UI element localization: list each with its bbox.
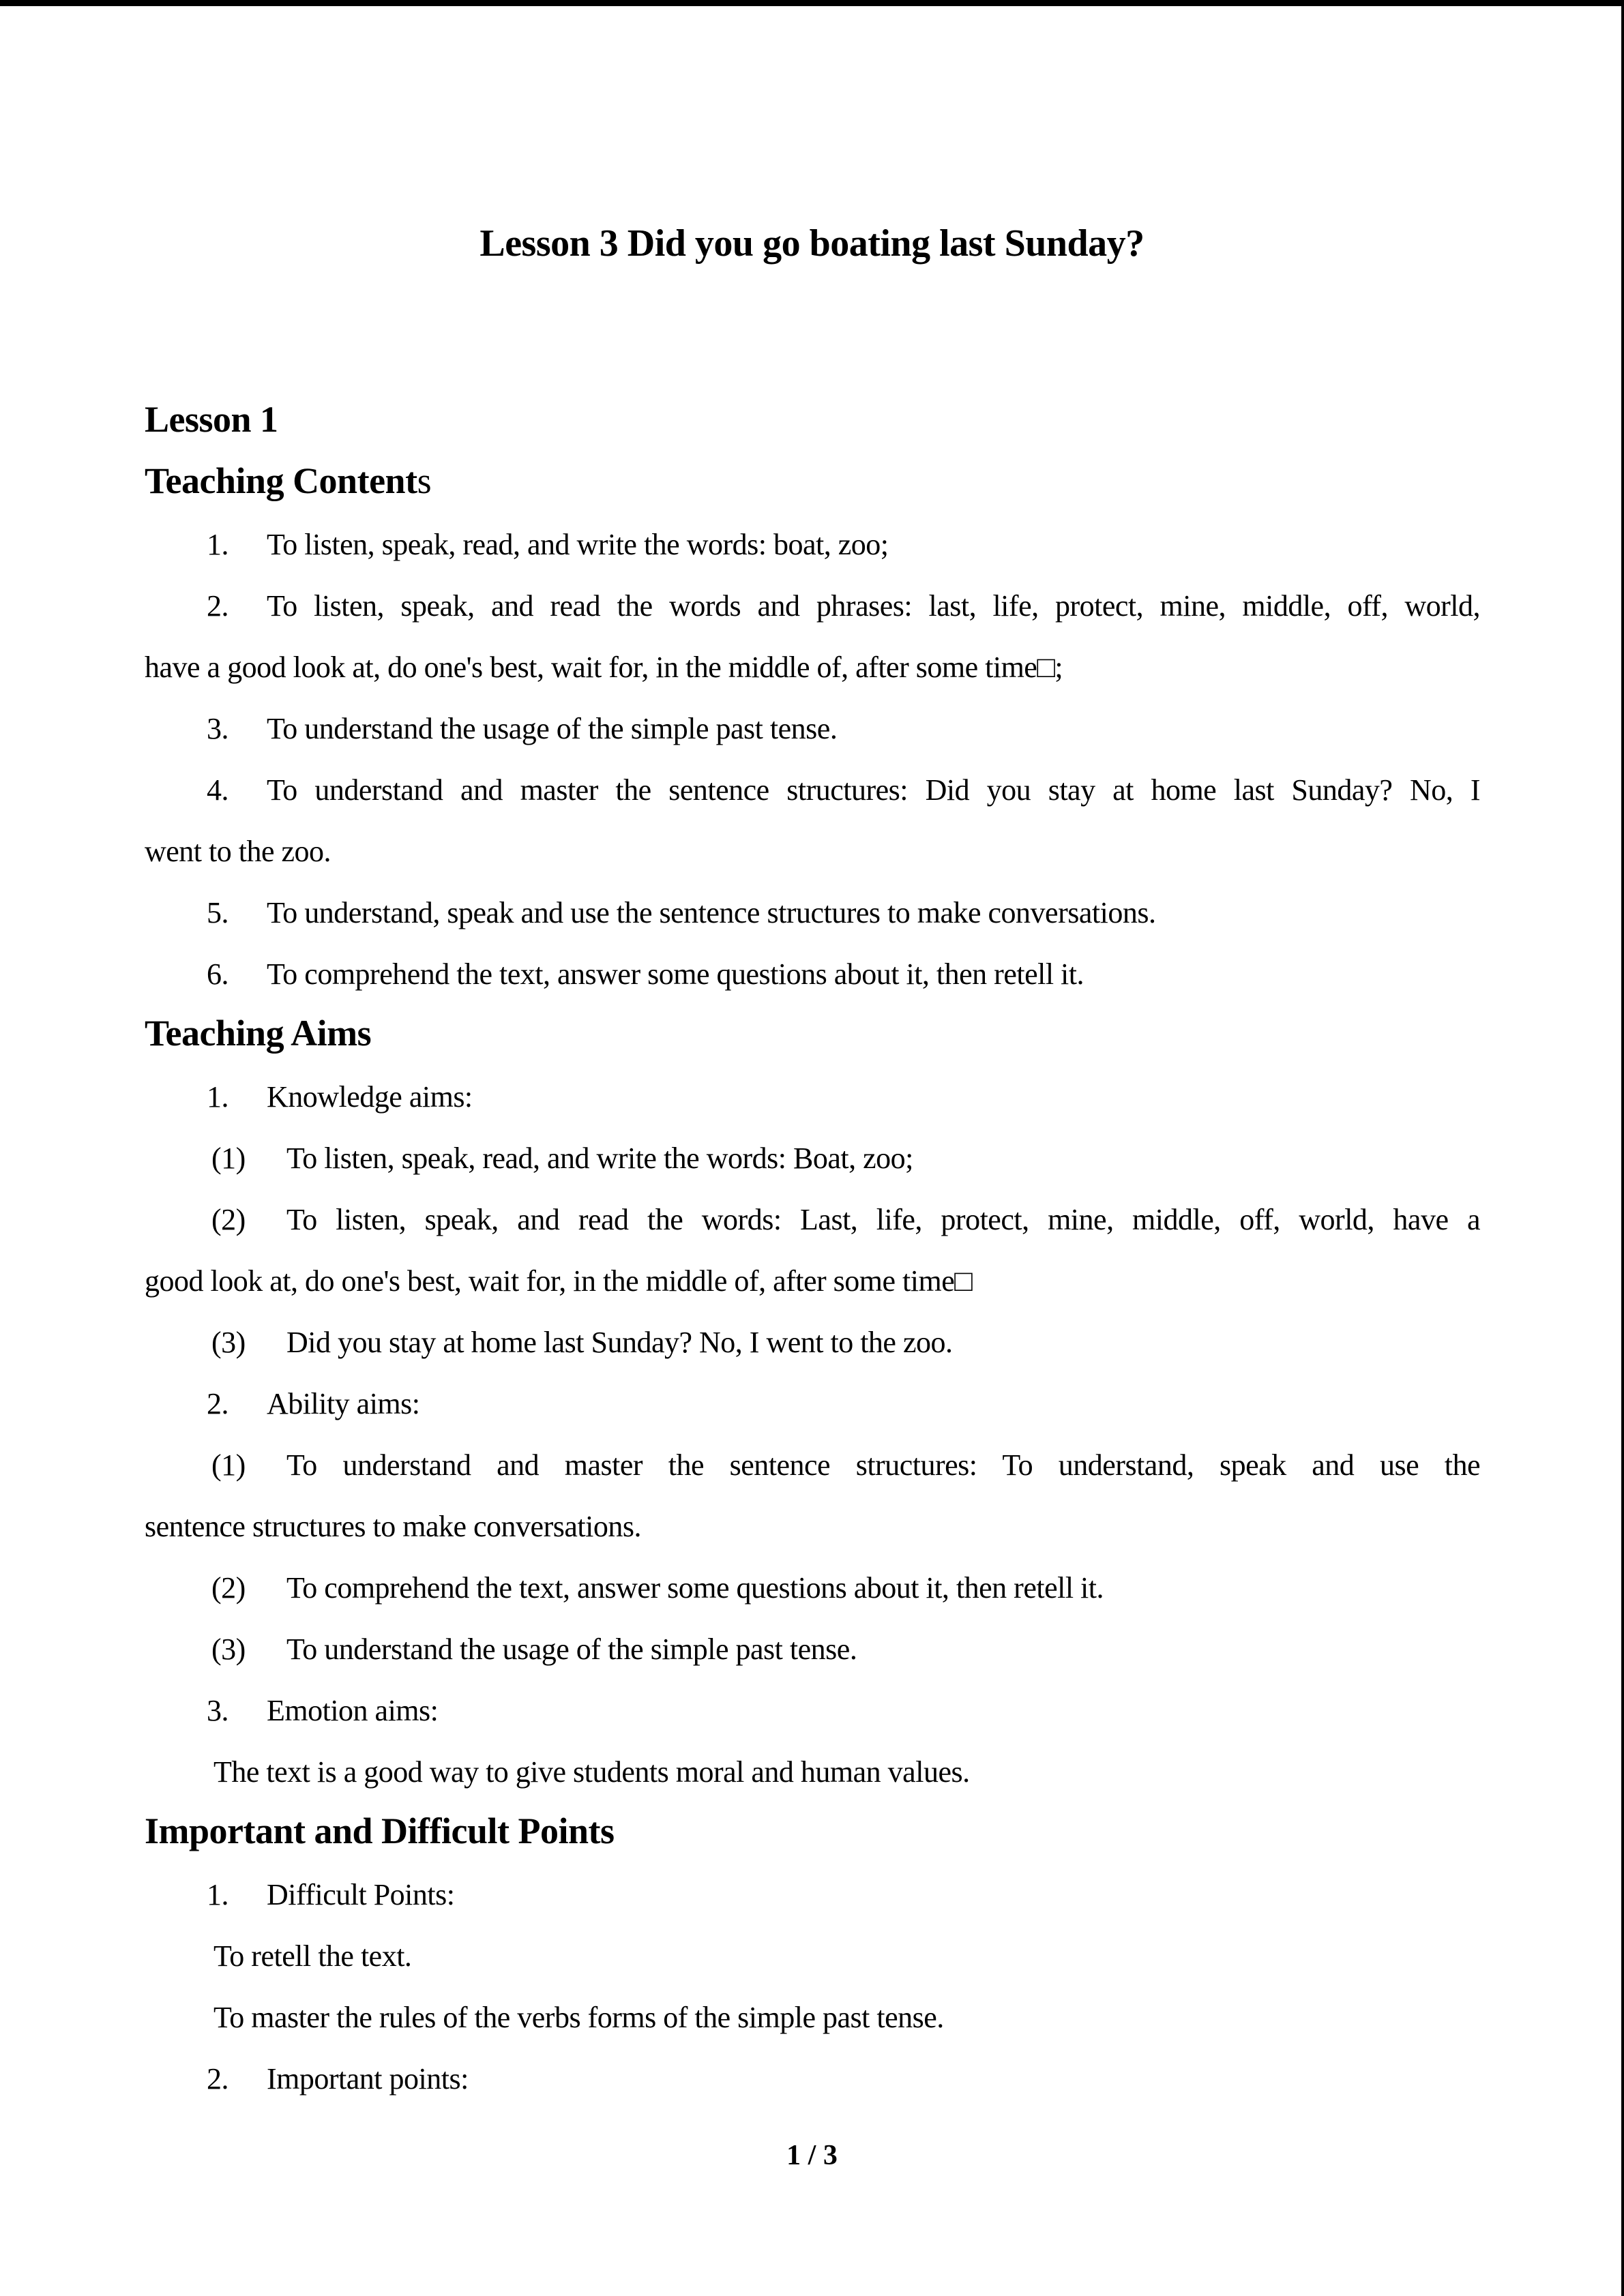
ability-aim-3-number: (3) [211, 1632, 246, 1666]
knowledge-aim-1-text: To listen, speak, read, and write the words: Boat, zoo; [286, 1142, 913, 1175]
aims-knowledge-text: Knowledge aims: [267, 1080, 473, 1114]
page-right-border [1621, 0, 1624, 2296]
contents-item-2-number: 2. [207, 589, 228, 623]
knowledge-aim-3 [211, 1325, 952, 1360]
contents-item-6-number: 6. [207, 957, 228, 991]
contents-item-6 [207, 957, 1084, 992]
important-points-text: Important points: [267, 2062, 469, 2096]
knowledge-aim-3-number: (3) [211, 1326, 246, 1359]
knowledge-aim-1 [211, 1141, 913, 1176]
page-top-border [0, 0, 1624, 6]
contents-item-5 [207, 895, 1155, 930]
knowledge-aim-2-line-2: good look at, do one's best, wait for, in the middle of, after some time□ [145, 1264, 973, 1298]
ability-aim-1-line-1 [211, 1448, 1480, 1482]
ability-aim-2-number: (2) [211, 1571, 246, 1605]
heading-teaching-contents-main: Teaching Content [145, 460, 417, 501]
aims-ability-number: 2. [207, 1387, 228, 1420]
knowledge-aim-2-number: (2) [211, 1203, 246, 1236]
aims-ability-text: Ability aims: [267, 1387, 420, 1420]
ability-aim-1-line-2: sentence structures to make conversations. [145, 1510, 641, 1543]
ability-aim-3-text: To understand the usage of the simple past tense. [286, 1632, 857, 1666]
contents-item-3 [207, 711, 837, 746]
contents-item-5-number: 5. [207, 896, 228, 929]
ability-aim-2 [211, 1570, 1104, 1605]
important-points-label [207, 2061, 469, 2096]
ability-aim-1-text: To understand and master the sentence structures: To understand, speak and use the [286, 1448, 1480, 1482]
aims-emotion-number: 3. [207, 1694, 228, 1727]
heading-teaching-contents-suffix: s [417, 460, 432, 501]
contents-item-1-number: 1. [207, 528, 228, 561]
ability-aim-1-number: (1) [211, 1448, 246, 1482]
contents-item-2-line-2: have a good look at, do one's best, wait for, in the middle of, after some time□; [145, 651, 1063, 684]
page-number-indicator: 1 / 3 [786, 2140, 838, 2171]
emotion-aim-description: The text is a good way to give students moral and human values. [213, 1755, 970, 1789]
contents-item-1 [207, 527, 889, 562]
heading-teaching-contents [145, 460, 431, 502]
heading-lesson-1: Lesson 1 [145, 399, 278, 440]
contents-item-4-line-1 [207, 773, 1480, 807]
ability-aim-2-text: To comprehend the text, answer some questions about it, then retell it. [286, 1571, 1104, 1605]
knowledge-aim-1-number: (1) [211, 1142, 246, 1175]
important-points-number: 2. [207, 2062, 228, 2096]
heading-teaching-aims: Teaching Aims [145, 1013, 372, 1054]
contents-item-4-number: 4. [207, 773, 228, 807]
aims-emotion-label [207, 1693, 438, 1728]
contents-item-4-line-2: went to the zoo. [145, 835, 331, 868]
knowledge-aim-2-text: To listen, speak, and read the words: Last, life, protect, mine, middle, off, world, have a [286, 1203, 1480, 1236]
contents-item-4-text: To understand and master the sentence structures: Did you stay at home last Sunday? No, I [267, 773, 1480, 807]
aims-emotion-text: Emotion aims: [267, 1694, 439, 1727]
aims-knowledge-number: 1. [207, 1080, 228, 1114]
aims-ability-label [207, 1386, 420, 1421]
contents-item-5-text: To understand, speak and use the sentence structures to make conversations. [267, 896, 1156, 929]
contents-item-1-text: To listen, speak, read, and write the words: boat, zoo; [267, 528, 889, 561]
contents-item-3-text: To understand the usage of the simple past tense. [267, 712, 838, 745]
heading-important-difficult-points: Important and Difficult Points [145, 1810, 615, 1851]
aims-knowledge-label [207, 1079, 473, 1114]
knowledge-aim-3-text: Did you stay at home last Sunday? No, I went to the zoo. [286, 1326, 953, 1359]
difficult-point-retell: To retell the text. [213, 1939, 412, 1973]
knowledge-aim-2-line-1 [211, 1202, 1480, 1237]
ability-aim-3 [211, 1632, 857, 1667]
contents-item-6-text: To comprehend the text, answer some questions about it, then retell it. [267, 957, 1084, 991]
difficult-point-master-rules: To master the rules of the verbs forms of the simple past tense. [213, 2001, 944, 2034]
contents-item-3-number: 3. [207, 712, 228, 745]
document-title: Lesson 3 Did you go boating last Sunday? [479, 222, 1145, 265]
contents-item-2-text: To listen, speak, and read the words and phrases: last, life, protect, mine, middle, off, world, [267, 589, 1480, 623]
difficult-points-number: 1. [207, 1878, 228, 1911]
contents-item-2-line-1 [207, 588, 1480, 623]
difficult-points-label [207, 1877, 454, 1912]
difficult-points-text: Difficult Points: [267, 1878, 455, 1911]
